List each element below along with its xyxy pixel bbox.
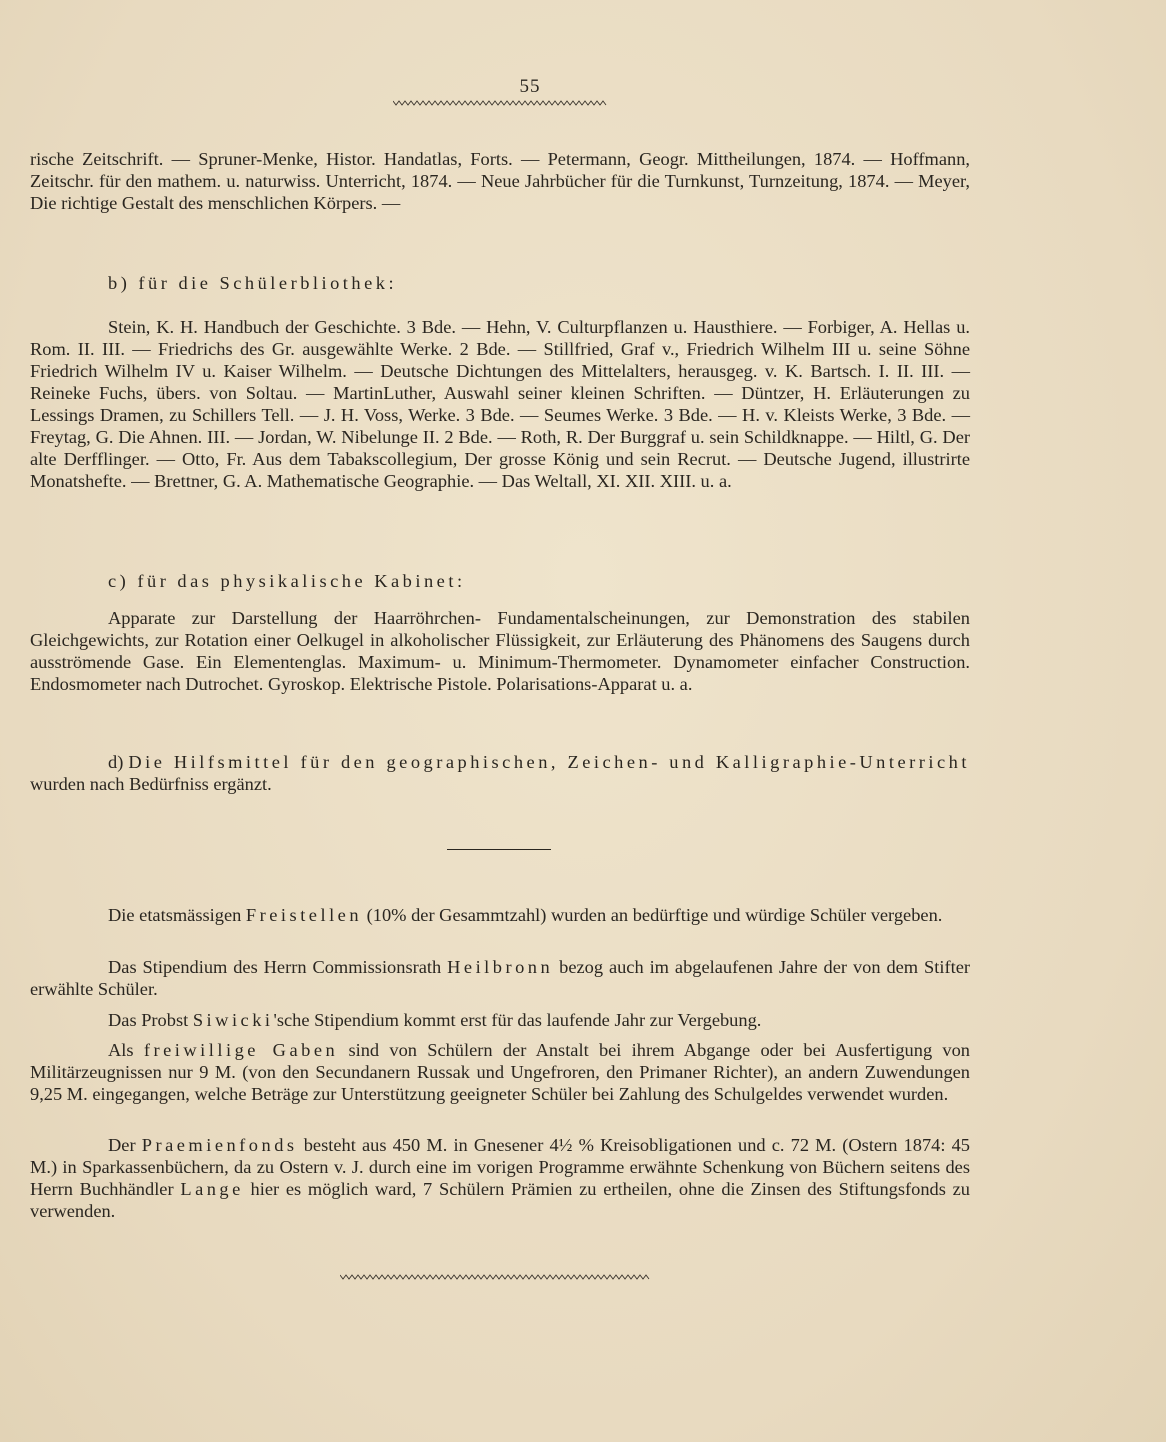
siwicki-paragraph (30, 1009, 970, 1031)
praemien-spaced: Praemienfonds (141, 1135, 298, 1155)
freistellen-spaced: Freistellen (245, 905, 363, 925)
gaben-spaced: freiwillige Gaben (143, 1040, 339, 1060)
siwicki-pre: Das Probst (108, 1010, 189, 1030)
freistellen-paragraph (30, 904, 970, 926)
praemienfonds-paragraph (30, 1134, 970, 1222)
intro-paragraph: rische Zeitschrift. — Spruner-Menke, Histor. Handatlas, Forts. — Petermann, Geogr. Mittheilungen, 1874. — Hoffmann, Zeitschr. für den mathem. u. naturwiss. Unterricht, 1874. — Neue Jahrbücher für die Turnkunst, Turnzeitung, 1874. — Meyer, Die richtige Gestalt des menschlichen Körpers. — (30, 149, 970, 213)
footer-ornament-rule (340, 1274, 652, 1280)
section-d-spaced-text: Die Hilfsmittel für den geographischen, Zeichen- und Kalligraphie-Unterricht (128, 752, 970, 772)
heilbronn-spaced: Heilbronn (447, 957, 554, 977)
section-c-heading-text: c) für das physikalische Kabinet: (108, 571, 466, 591)
praemien-mid: besteht aus 450 M. in Gnesener 4½ % Kreisobligationen und c. 72 M. (Ostern 1874: 45 M.) in Sparkassenbüchern, da zu Ostern v. J. durch eine im vorigen Programme erwähnte Schenkung von Büchern seitens des Herrn Buchhändler (30, 1135, 970, 1199)
praemien-post: hier es möglich ward, 7 Schülern Prämien zu ertheilen, ohne die Zinsen des Stiftungsfonds zu verwenden. (30, 1179, 970, 1221)
section-d-label: d) (108, 752, 124, 772)
heilbronn-paragraph (30, 956, 970, 1000)
section-b-heading-text: b) für die Schülerbliothek: (108, 273, 398, 293)
section-c-heading (108, 570, 466, 592)
freistellen-post: (10% der Gesammtzahl) wurden an bedürftige und würdige Schüler vergeben. (366, 905, 943, 925)
freiwillige-gaben-paragraph (30, 1039, 970, 1105)
gaben-post: sind von Schülern der Anstalt bei ihrem Abgange oder bei Ausfertigung von Militärzeugnissen nur 9 M. (von den Secundanern Russak und Ungefroren, den Primaner Richter), an andern Zuwendungen 9,25 M. eingegangen, welche Beträge zur Unterstützung geeigneter Schüler bei Zahlung des Schulgeldes verwendet wurden. (30, 1040, 970, 1104)
section-d-text (30, 751, 970, 795)
page-number: 55 (519, 76, 541, 97)
praemien-pre: Der (108, 1135, 136, 1155)
section-b-heading (108, 272, 397, 294)
section-divider (447, 849, 551, 850)
heilbronn-post: bezog auch im abgelaufenen Jahre der von dem Stifter erwählte Schüler. (30, 957, 970, 999)
heilbronn-pre: Das Stipendium des Herrn Commissionsrath (108, 957, 442, 977)
siwicki-post: 'sche Stipendium kommt erst für das laufende Jahr zur Vergebung. (273, 1010, 762, 1030)
freistellen-pre: Die etatsmässigen (108, 905, 242, 925)
section-d-rest: wurden nach Bedürfniss ergänzt. (30, 774, 272, 794)
header-ornament-rule (393, 100, 607, 106)
gaben-pre: Als (108, 1040, 134, 1060)
praemien-spaced-lange: Lange (180, 1179, 244, 1199)
siwicki-spaced: Siwicki (192, 1010, 274, 1030)
section-c-text: Apparate zur Darstellung der Haarröhrchen- Fundamentalscheinungen, zur Demonstration des stabilen Gleichgewichts, zur Rotation einer Oelkugel in alkoholischer Flüssigkeit, zur Erläuterung des Phänomens des Saugens durch ausströmende Gase. Ein Elementenglas. Maximum- u. Minimum-Thermometer. Dynamometer einfacher Construction. Endosmometer nach Dutrochet. Gyroskop. Elektrische Pistole. Polarisations-Apparat u. a. (30, 608, 970, 694)
section-b-text: Stein, K. H. Handbuch der Geschichte. 3 Bde. — Hehn, V. Culturpflanzen u. Hausthiere. — Forbiger, A. Hellas u. Rom. II. III. — Friedrichs des Gr. ausgewählte Werke. 2 Bde. — Stillfried, Graf v., Friedrich Wilhelm III u. seine Söhne Friedrich Wilhelm IV u. Kaiser Wilhelm. — Deutsche Dichtungen des Mittelalters, herausgeg. v. K. Bartsch. I. II. III. — Reineke Fuchs, übers. von Soltau. — MartinLuther, Auswahl seiner kleinen Schriften. — Düntzer, H. Erläuterungen zu Lessings Dramen, zu Schillers Tell. — J. H. Voss, Werke. 3 Bde. — Seumes Werke. 3 Bde. — H. v. Kleists Werke, 3 Bde. — Freytag, G. Die Ahnen. III. — Jordan, W. Nibelunge II. 2 Bde. — Roth, R. Der Burggraf u. sein Schildknappe. — Hiltl, G. Der alte Derfflinger. — Otto, Fr. Aus dem Tabakscollegium, Der grosse König und sein Recrut. — Deutsche Jugend, illustrirte Monatshefte. — Brettner, G. A. Mathematische Geographie. — Das Weltall, XI. XII. XIII. u. a. (30, 317, 970, 491)
